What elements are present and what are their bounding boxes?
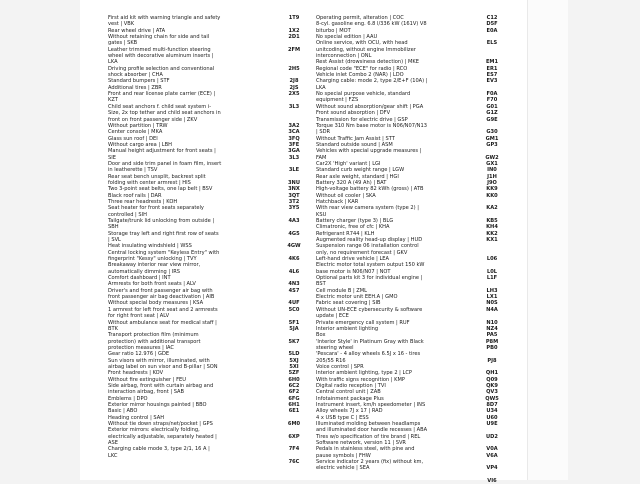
equipment-description-line: Software network, version 11 | SVR <box>316 440 406 447</box>
equipment-description-line: Basic | ABO <box>108 408 138 415</box>
equipment-description-line: High-voltage battery 82 kWh (gross) | ATB <box>316 186 424 193</box>
equipment-description-line: Gear ratio 12.976 | GDE <box>108 351 170 358</box>
equipment-description-line: interconnection | ONL <box>316 53 372 60</box>
option-code: KK2 <box>486 230 498 237</box>
option-code: 2J8 <box>289 78 299 85</box>
equipment-description-line: Rear wheel drive | ATA <box>108 27 166 34</box>
option-code: 3NX <box>288 186 300 193</box>
option-code: VP4 <box>486 465 498 472</box>
equipment-description-line: Size, 2x top tether and child seat anchors in <box>108 110 221 117</box>
equipment-description-line: Central locking system "Keyless Entry" with <box>108 249 220 256</box>
document-page <box>80 0 567 484</box>
equipment-description-line: Heading control | SAH <box>108 414 165 421</box>
equipment-description-line: 8-cyl. gasoline eng. 6.8 l/336 kW (161V) V8 <box>316 21 427 28</box>
option-code: UD2 <box>486 433 498 440</box>
equipment-description-line: No special edition | AAU <box>316 34 378 41</box>
equipment-description-line: Hatchback | KAR <box>316 198 359 205</box>
right-description-column <box>316 15 466 472</box>
option-code: L1F <box>486 275 498 282</box>
equipment-description-line: Three rear headrests | KOH <box>108 198 178 205</box>
option-code: 4UF <box>288 300 300 307</box>
left-description-column <box>108 15 268 459</box>
equipment-description-line: Pedals in stainless steel, with pine and <box>316 446 415 453</box>
equipment-description-line: Vehicles with special upgrade measures | <box>316 148 422 155</box>
option-code: 6H0 <box>288 376 300 383</box>
option-code: KH4 <box>486 224 498 231</box>
equipment-description-line: Car2X 'High' variant | LGI <box>316 160 381 167</box>
equipment-description-line: automatically dimming | IRS <box>108 268 181 275</box>
equipment-description-line: 1 armrest for left front seat and 2 armrests <box>108 306 218 313</box>
equipment-description-line: Vehicle inlet Combo 2 (NAR) | LDO <box>316 72 404 79</box>
equipment-description-line: 'Pescara' - 4 alloy wheels 6.5J x 16 - tires <box>316 351 421 358</box>
option-code: L06 <box>486 256 498 263</box>
option-code: V0A <box>486 446 498 453</box>
option-code: J1H <box>487 173 497 180</box>
option-code: G01 <box>486 103 498 110</box>
equipment-description-line: Without oil cooler | SKA <box>316 192 376 199</box>
equipment-description-line: 'Interior Style' in Platinum Gray with Black <box>316 338 424 345</box>
option-code: E0A <box>486 27 498 34</box>
option-code: KK9 <box>486 186 498 193</box>
equipment-description-line: Driver's and front passenger air bag with <box>108 287 213 294</box>
option-code: 5K7 <box>288 338 300 345</box>
equipment-description-line: Charging cable: mode 2, type 2/E+F (10A) | <box>316 78 428 85</box>
equipment-description-line: Storage tray left and right first row of seats <box>108 230 219 237</box>
option-code: U34 <box>486 408 498 415</box>
option-code: QK9 <box>486 382 498 389</box>
equipment-description-line: Rest Assist (drowsiness detection) | MKE <box>316 59 419 66</box>
option-code: U9E <box>486 421 498 427</box>
equipment-description-line: FAM <box>316 154 327 161</box>
equipment-description-line: and illuminated door handle recesses | ABA <box>316 427 428 434</box>
option-code: 4K6 <box>288 256 300 263</box>
equipment-description-line: Charging cable mode 3, type 2/1, 16 A | <box>108 446 210 453</box>
equipment-description-line: Without special body measures | KSA <box>108 300 204 307</box>
equipment-description-line: Child seat anchors f. child seat system i- <box>108 103 212 110</box>
equipment-description-line: Armrests for both front seats | ALV <box>108 281 196 288</box>
equipment-description-line: Exterior mirrors: electrically folding, <box>108 427 200 434</box>
option-code: Q09 <box>486 376 498 383</box>
equipment-description-line: SIE <box>108 154 116 161</box>
option-code: 3QT <box>288 192 300 199</box>
equipment-description-line: KSU <box>316 211 327 218</box>
equipment-description-line: update | ECE <box>316 313 349 320</box>
option-code: 4L6 <box>288 268 300 275</box>
option-code: ER1 <box>486 65 498 72</box>
option-code: PA5 <box>486 332 498 339</box>
equipment-description-line: base motor is N06/N07 | NOT <box>316 268 391 275</box>
equipment-description-line: Without tie down straps/net/pocket | GPS <box>108 421 213 427</box>
equipment-description-line: LKA <box>108 59 118 66</box>
equipment-description-line: Interior ambient lighting <box>316 325 379 332</box>
equipment-description-line: only, no requirement forecast | GKV <box>316 249 408 256</box>
equipment-description-line: Fabric seat covering | SIB <box>316 300 381 307</box>
equipment-description-line: Interior ambient lighting, type 2 | LCP <box>316 370 412 377</box>
option-code: ELS <box>486 40 498 47</box>
option-code: 6H1 <box>288 401 300 408</box>
equipment-description-line: Glass sun roof | DEI <box>108 135 158 142</box>
option-code: G1Z <box>486 110 498 117</box>
equipment-description-line: Door and side trim panel in foam film, insert <box>108 160 222 167</box>
equipment-description-line: Climatronic, free of cfc | KHA <box>316 224 390 231</box>
option-code: 4A3 <box>288 218 300 224</box>
equipment-description-line: Electric motor unit EEH.A | GMO <box>316 294 398 301</box>
option-code: 1X2 <box>288 27 300 34</box>
equipment-description-line: Sun visors with mirror, illuminated, with <box>108 357 210 364</box>
equipment-description-line: controlled | SIH <box>108 211 147 218</box>
option-code: LX1 <box>486 294 498 301</box>
equipment-description-line: Standard bumpers | STF <box>108 78 170 85</box>
equipment-description-line: Standard curb weight range | LGW <box>316 167 405 174</box>
equipment-description-line: Driving profile selection and conventional <box>108 65 215 72</box>
option-code: N4A <box>486 306 498 313</box>
option-code: QV3 <box>486 389 498 396</box>
equipment-description-line: Online service, with OCU, with head <box>316 40 408 47</box>
equipment-description-line: Without cargo area | LBH <box>108 141 172 148</box>
equipment-description-line: Without fire extinguisher | FEU <box>108 376 186 383</box>
equipment-description-line: LKA <box>316 84 326 91</box>
equipment-description-line: wheel with decorative aluminum inserts | <box>108 53 214 60</box>
equipment-description-line: Alloy wheels 7J x 17 | RAD <box>316 408 383 415</box>
equipment-description-line: Battery 320 A (49 Ah) | BAT <box>316 179 387 186</box>
option-code: 3CA <box>288 129 300 136</box>
option-code: 2JS <box>289 84 299 91</box>
equipment-description-line: Augmented reality head-up display | HUD <box>316 237 423 244</box>
option-code: VI6 <box>487 478 497 484</box>
equipment-description-line: Breakaway interior rear view mirror, <box>108 262 201 269</box>
equipment-description-line: vest | VBK <box>108 21 135 28</box>
option-code: F0A <box>486 91 498 98</box>
option-code: L0L <box>486 268 498 275</box>
option-code: F70 <box>486 97 498 104</box>
option-code: 1T9 <box>288 15 300 21</box>
equipment-description-line: front on front passenger side | ZKV <box>108 116 198 123</box>
option-code: C12 <box>486 15 498 21</box>
equipment-description-line: Voice control | SPR <box>316 363 364 370</box>
option-code: EM1 <box>485 59 499 66</box>
equipment-description-line: shock absorber | CHA <box>108 72 163 79</box>
equipment-description-line: Comfort dashboard | INT <box>108 275 171 282</box>
equipment-description-line: Center console | MKA <box>108 129 163 136</box>
equipment-description-line: front passenger air bag deactivation | AIB <box>108 294 215 301</box>
equipment-description-line: Central control unit | ZAB <box>316 389 381 396</box>
option-code: PJ8 <box>487 357 497 364</box>
equipment-description-line: Transmission for electric drive | GSP <box>316 116 408 123</box>
option-code: N10 <box>486 319 498 326</box>
option-code: 2FM <box>287 46 301 53</box>
equipment-description-line: airbag label on sun visor and B-pillar | SON <box>108 363 218 370</box>
equipment-description-line: Electric motor total system output 150 kW <box>316 262 425 269</box>
equipment-description-line: Leather trimmed multi-function steering <box>108 46 211 53</box>
option-code: U60 <box>486 414 498 421</box>
middle-code-column <box>268 15 320 472</box>
option-code: P8M <box>485 338 499 345</box>
option-code: EV3 <box>486 78 498 85</box>
option-code: J9O <box>487 179 497 186</box>
equipment-description-line: Additional tires | ZBR <box>108 84 162 91</box>
option-code: GX1 <box>486 160 498 167</box>
equipment-description-line: electric vehicle | SEA <box>316 465 370 472</box>
option-code: 6C2 <box>288 382 300 389</box>
equipment-description-line: Without ambulance seat for medical staff | <box>108 319 217 326</box>
option-code: 5JA <box>289 325 299 332</box>
equipment-description-line: fingerprint "Kessy" unlocking | TVY <box>108 256 197 263</box>
option-code: LH3 <box>486 287 498 294</box>
page-edge-strip <box>527 0 568 480</box>
option-code: GP3 <box>486 141 498 148</box>
option-code: 3A2 <box>288 122 300 129</box>
option-code <box>268 465 320 471</box>
equipment-description-line: Left-hand drive vehicle | LEA <box>316 256 389 263</box>
equipment-description-line: Battery charger (type 3) | BLG <box>316 218 394 224</box>
equipment-description-line: | SVL <box>108 237 121 244</box>
option-code: NZ4 <box>486 325 498 332</box>
equipment-description-line: electrically adjustable, separately heated | <box>108 433 217 440</box>
equipment-description-line: equipment | FZS <box>316 97 359 104</box>
equipment-description-line: for right front seat | ALV <box>108 313 170 320</box>
option-code: 76C <box>288 459 300 466</box>
equipment-description-line: First aid kit with warning triangle and safety <box>108 15 221 21</box>
equipment-description-line: Tailgate/trunk lid unlocking from outside | <box>108 218 215 224</box>
equipment-description-line: Manual height adjustment for front seats | <box>108 148 216 155</box>
equipment-description-line: Regional code "ECE" for radio | RCO <box>316 65 408 72</box>
equipment-description-line: LKC <box>108 452 118 459</box>
equipment-description-line: Without partition | TRW <box>108 122 168 129</box>
equipment-description-line: Refrigerant R744 | KLH <box>316 230 375 237</box>
equipment-description-line: folding with center armrest | HIS <box>108 179 191 186</box>
equipment-description-line: ASE <box>108 440 118 447</box>
equipment-description-line: pause symbols | FHW <box>316 452 371 459</box>
equipment-description-line: Service indicator 2 years (fix) without km, <box>316 459 424 466</box>
option-code: 6F2 <box>288 389 300 396</box>
equipment-description-line: 205/55 R16 <box>316 357 346 364</box>
option-code: 4S7 <box>288 287 300 294</box>
option-code: 3FE <box>288 141 300 148</box>
option-code: 3LE <box>288 167 300 174</box>
option-code: N0S <box>486 300 498 307</box>
equipment-description-line: Front and rear license plate carrier (ECE) | <box>108 91 216 98</box>
equipment-description-line: Without retaining chain for side and tail <box>108 34 210 41</box>
option-code: 6E1 <box>288 408 300 415</box>
option-code: 4N3 <box>288 281 300 288</box>
option-code: 6FG <box>288 395 300 402</box>
equipment-description-line: Cell module B | ZML <box>316 287 368 294</box>
option-code: 2H5 <box>288 65 300 72</box>
equipment-description-line: biturbo | MOT <box>316 27 351 34</box>
equipment-description-line: Suspension range 06 installation control <box>316 243 419 250</box>
option-code: KA2 <box>486 205 498 212</box>
equipment-description-line: Emblems | DPO <box>108 395 148 402</box>
equipment-description-line: Operating permit, alteration | COC <box>316 15 404 21</box>
equipment-description-line: unitcoding, without engine Immobilizer <box>316 46 416 53</box>
option-code: 3L3 <box>288 154 300 161</box>
option-code: 3L3 <box>288 103 300 110</box>
option-code: GW2 <box>485 154 499 161</box>
option-code: 5XJ <box>289 357 299 364</box>
option-code: 5XI <box>289 363 299 370</box>
option-code: 3GA <box>288 148 300 155</box>
equipment-description-line: Transport protection film (minimum <box>108 332 199 339</box>
equipment-description-line: BST <box>316 281 326 288</box>
equipment-description-line: Illuminated molding between headlamps <box>316 421 421 427</box>
equipment-description-line: interaction airbag, front | SAB <box>108 389 185 396</box>
equipment-description-line: Rear axle weight, standard | HGI <box>316 173 399 180</box>
option-code: 2D1 <box>288 34 300 41</box>
equipment-description-line: Without UN-ECE cybersecurity & software <box>316 306 423 313</box>
option-code: IN0 <box>487 167 497 174</box>
equipment-description-line: Front sound absorption | DFV <box>316 110 391 117</box>
option-code: KK0 <box>486 192 498 199</box>
option-code: 3FQ <box>288 135 300 142</box>
equipment-description-line: With rear view camera system (type 2) | <box>316 205 419 212</box>
option-code: 3Y5 <box>288 205 300 212</box>
option-code: 4G5 <box>288 230 300 237</box>
equipment-description-line: Rear seat bench unsplit, backrest split <box>108 173 206 180</box>
equipment-description-line: in leatherette | TSV <box>108 167 158 174</box>
equipment-description-line: Box <box>316 332 326 339</box>
option-code: G9E <box>486 116 498 123</box>
option-code: QH1 <box>485 370 499 377</box>
equipment-description-line: Without Traffic Jam Assist | STT <box>316 135 395 142</box>
option-code: QW5 <box>485 395 499 402</box>
equipment-description-line: Standard outside sound | ASM <box>316 141 393 148</box>
option-code: G30 <box>486 129 498 136</box>
option-code: V6A <box>486 452 498 459</box>
option-code: 6XP <box>288 433 300 440</box>
equipment-description-line: protection measures | IAC <box>108 344 174 351</box>
equipment-description-line: Digital radio reception | TVI <box>316 382 386 389</box>
equipment-description-line: Exterior mirror housings painted | BBO <box>108 401 207 408</box>
equipment-description-line: Seat heater for front seats separately <box>108 205 204 212</box>
equipment-description-line: gates | SKB <box>108 40 138 47</box>
option-code: 5ZF <box>288 370 300 377</box>
equipment-description-line: Infotainment package Plus <box>316 395 384 402</box>
option-code: 5LD <box>288 351 300 358</box>
option-code: GM1 <box>485 135 499 142</box>
option-code: 6M0 <box>287 421 301 427</box>
equipment-description-line: With traffic signs recognition | KMP <box>316 376 405 383</box>
option-code: ES7 <box>486 72 498 79</box>
option-code: 2X5 <box>288 91 300 98</box>
option-code: KX1 <box>486 237 498 244</box>
equipment-description-line: Private emergency call system | RUF <box>316 319 410 326</box>
equipment-description-line: | SDR <box>316 129 331 136</box>
option-code: KB5 <box>486 218 498 224</box>
option-code: 5F1 <box>288 319 300 326</box>
equipment-description-line: Front headrests | KOV <box>108 370 164 377</box>
equipment-description-line: Black roof rails | DAR <box>108 192 162 199</box>
option-code: D5F <box>486 21 498 28</box>
equipment-description-line: No special purpose vehicle, standard <box>316 91 411 98</box>
option-code: 8D7 <box>486 401 498 408</box>
equipment-description-line: Torque 310 Nm base motor is N06/N07/N13 <box>316 122 427 129</box>
equipment-description-line: SBH <box>108 224 119 231</box>
option-code: 3T2 <box>288 198 300 205</box>
equipment-description-line: KZT <box>108 97 118 104</box>
right-code-column <box>466 15 518 484</box>
equipment-description-line: 4 x USB type C | ESS <box>316 414 369 421</box>
equipment-description-line: protection) with additional transport <box>108 338 201 345</box>
option-code: 3NU <box>288 179 300 186</box>
equipment-description-line: Optional parts kit 3 for individual engine | <box>316 275 423 282</box>
equipment-description-line: Without sound absorption/gear shift | PGA <box>316 103 424 110</box>
option-code: 5C0 <box>288 306 300 313</box>
equipment-description-line: Side airbag, front with curtain airbag and <box>108 382 214 389</box>
equipment-description-line: Instrument insert, km/h speedometer | INS <box>316 401 426 408</box>
option-code: 4GW <box>287 243 301 250</box>
equipment-description-line: steering wheel <box>316 344 354 351</box>
option-code: PB0 <box>486 344 498 351</box>
option-code: 7F4 <box>288 446 300 453</box>
equipment-description-line: BTK <box>108 325 118 332</box>
equipment-description-line: Two 3-point seat belts, one lap belt | BSV <box>108 186 213 193</box>
equipment-description-line: Heat insulating windshield | WSS <box>108 243 192 250</box>
equipment-description-line: Tires w/o specification of tire brand | REL <box>316 433 421 440</box>
